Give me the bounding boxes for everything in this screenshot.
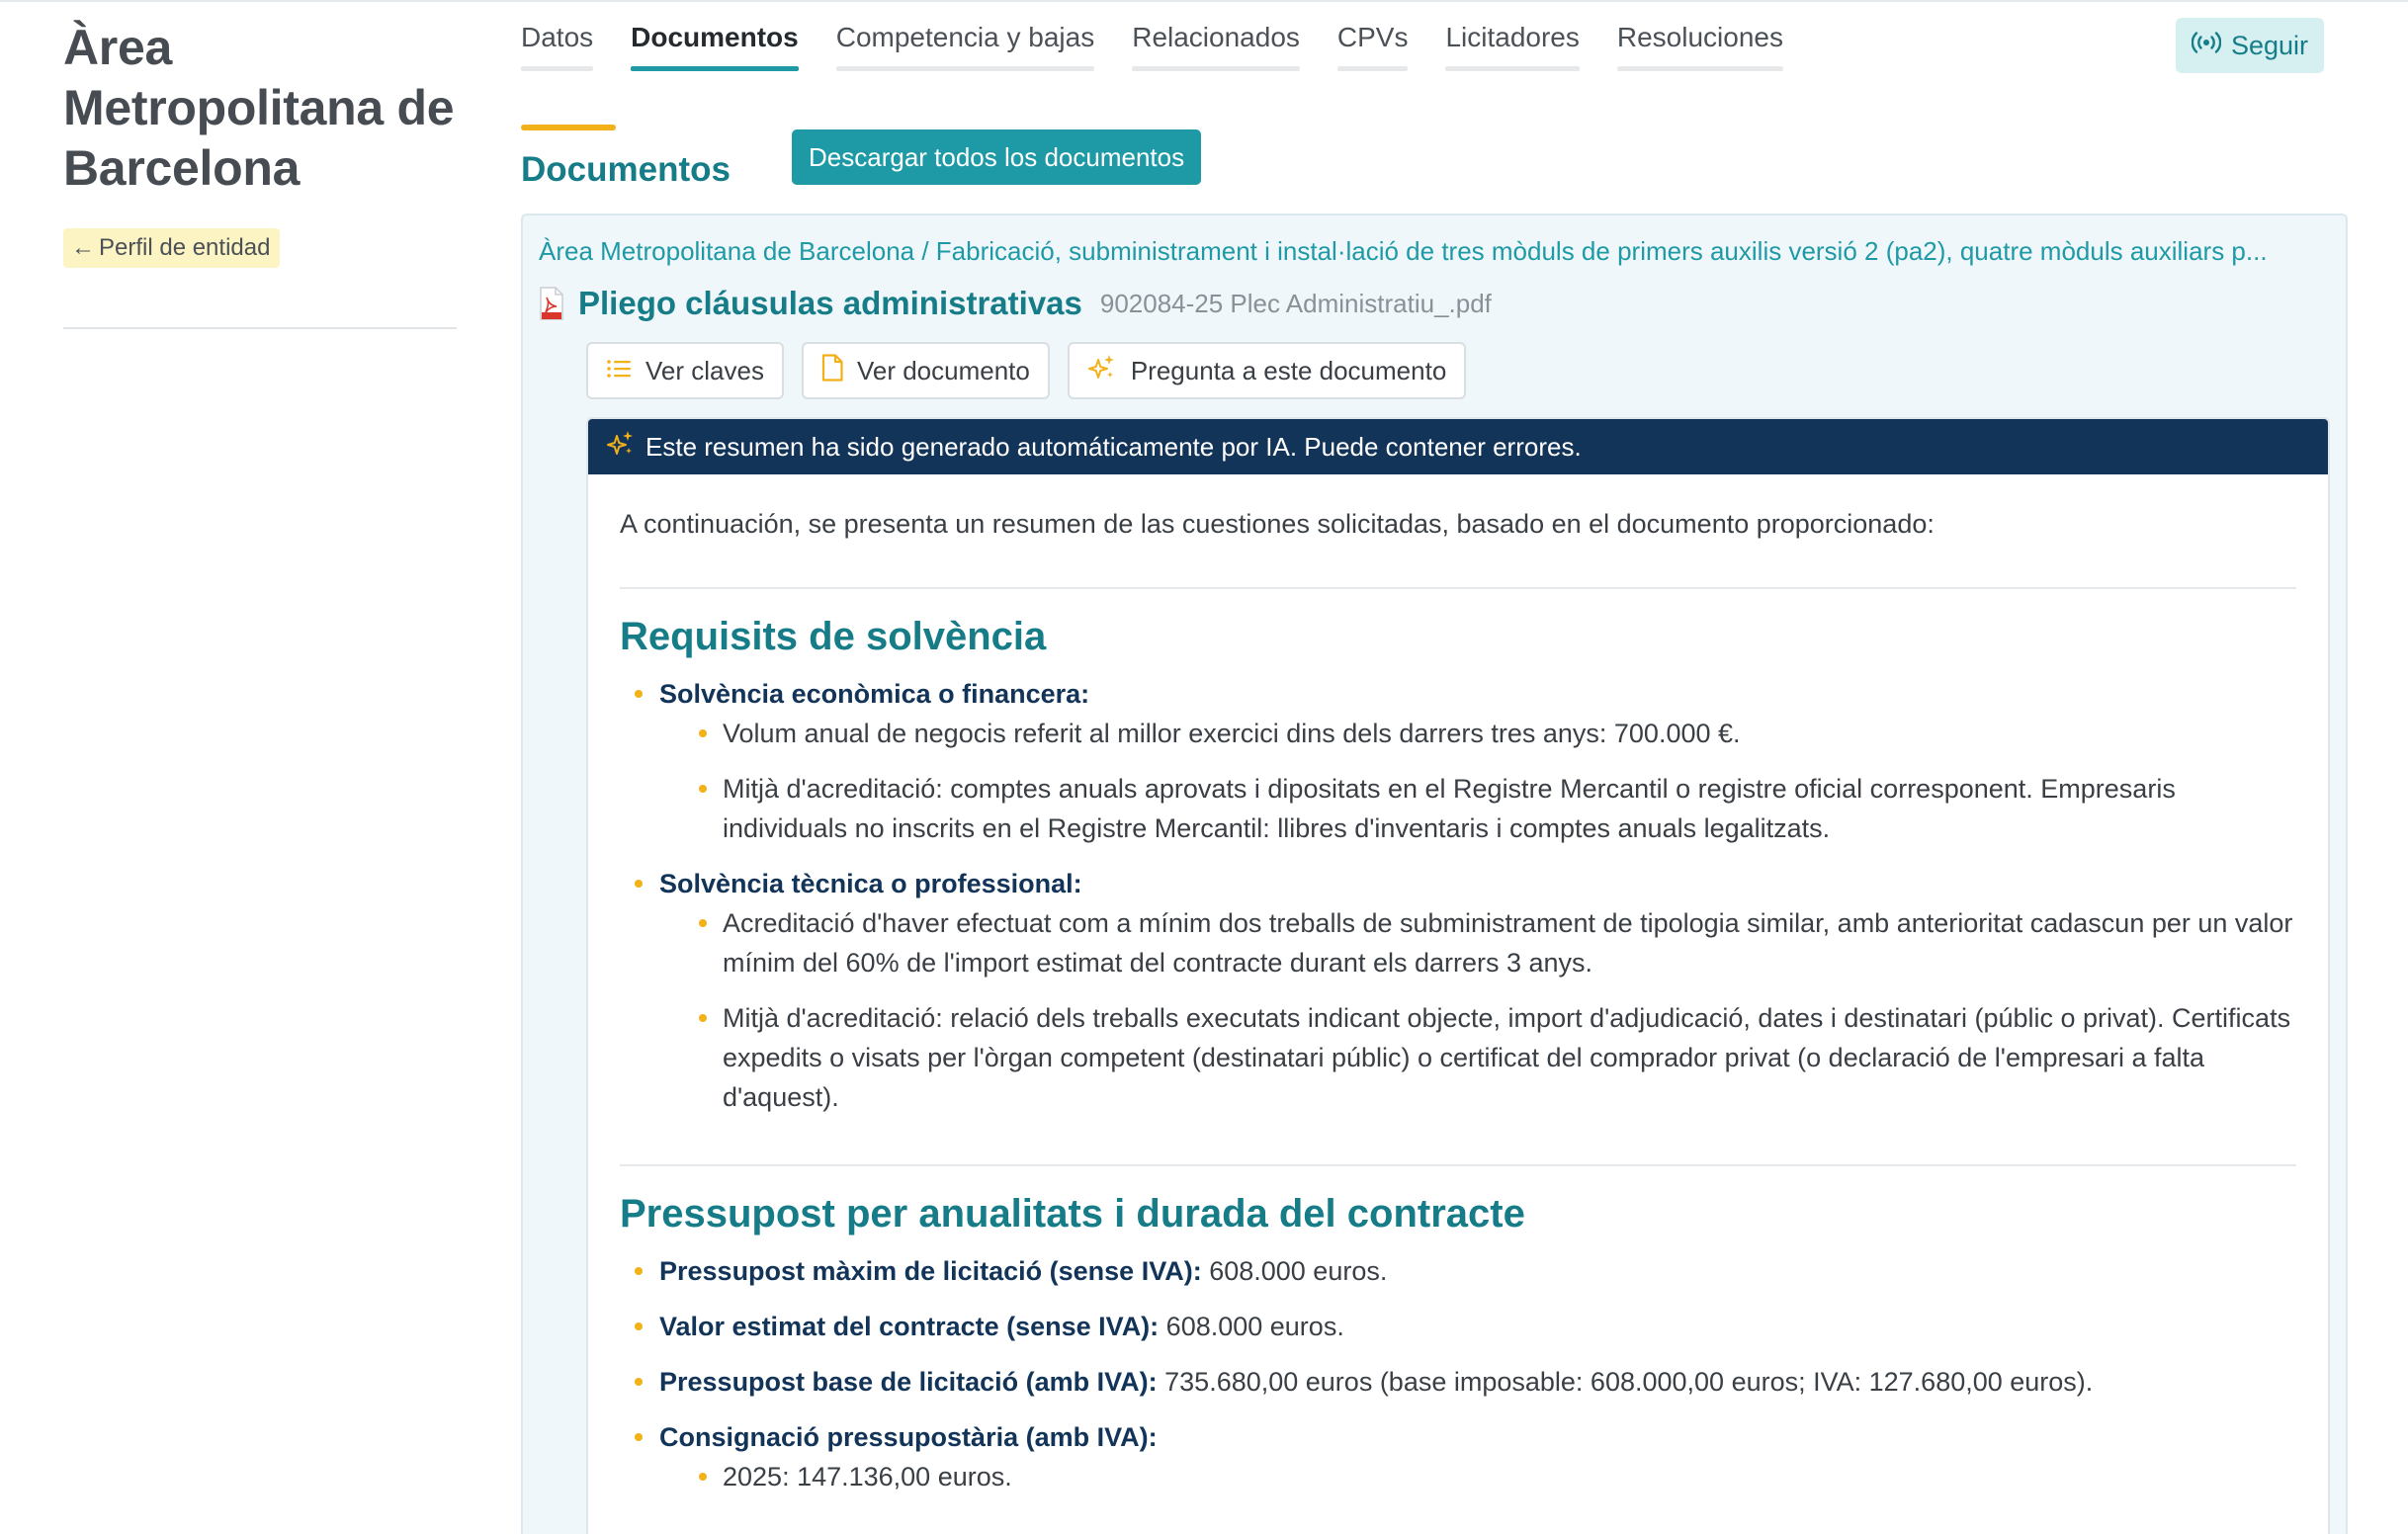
ask-document-button[interactable] <box>1068 342 1466 399</box>
sub-bullet-list <box>659 714 2296 848</box>
follow-button-label: Seguir <box>2230 30 2309 60</box>
bullet-list <box>620 1251 2296 1496</box>
list-item <box>659 674 2296 848</box>
list-icon <box>606 356 632 386</box>
item-value: 608.000 euros. <box>1201 1256 1388 1286</box>
section-heading: Pressupost per anualitats i durada del contracte <box>620 1192 1525 1236</box>
summary-section-solvency <box>620 587 2296 1117</box>
document-actions <box>586 342 1466 399</box>
sparkles-icon <box>606 430 636 465</box>
document-breadcrumb[interactable]: Àrea Metropolitana de Barcelona / Fabricació, subministrament i instal·lació de tres mòduls de primers auxilis versió 2 (pa2), quatre mòduls auxiliars p... <box>539 236 2268 266</box>
list-item <box>659 1307 2296 1346</box>
view-keys-label: Ver claves <box>645 355 764 385</box>
list-item <box>659 1251 2296 1291</box>
document-title-row <box>539 285 1492 322</box>
document-icon <box>821 354 843 388</box>
sub-bullet-list <box>659 903 2296 1117</box>
sub-bullet-list <box>659 1457 2296 1496</box>
sub-list-item: 2025: 147.136,00 euros. <box>723 1457 2296 1496</box>
follow-button[interactable] <box>2176 18 2324 73</box>
sidebar-divider <box>63 327 457 329</box>
item-value: 608.000 euros. <box>1159 1312 1344 1341</box>
list-item <box>659 1417 2296 1496</box>
bullet-list <box>620 674 2296 1117</box>
arrow-left-icon: ← <box>71 234 95 261</box>
sidebar <box>63 18 457 329</box>
ai-disclaimer-text: Este resumen ha sido generado automáticamente por IA. Puede contener errores. <box>645 431 1582 462</box>
ai-disclaimer-banner <box>588 419 2328 474</box>
tab-documentos[interactable]: Documentos <box>631 18 799 71</box>
list-item <box>659 1362 2296 1402</box>
document-file-name: 902084-25 Plec Administratiu_.pdf <box>1099 288 1492 318</box>
view-document-button[interactable] <box>802 342 1050 399</box>
section-title: Documentos <box>521 150 731 189</box>
sub-list-item: Mitjà d'acreditació: relació dels treballs executats indicant objecte, import d'adjudicació, dates i destinatari (públic o privat). Certificats expedits o visats per l'òrgan competent (destinatari públic) o certificat del comprador privat (o declaració de l'empresari a falta d'aquest). <box>723 998 2296 1117</box>
tab-resoluciones[interactable]: Resoluciones <box>1617 18 1783 71</box>
sub-list-item: Acreditació d'haver efectuat com a mínim dos treballs de subministrament de tipologia similar, amb anterioritat cadascun per un valor mínim del 60% de l'import estimat del contracte durant els darrers 3 anys. <box>723 903 2296 982</box>
tab-bar <box>521 18 1821 71</box>
sub-list-item: Mitjà d'acreditació: comptes anuals aprovats i dipositats en el Registre Mercantil o registre oficial corresponent. Empresaris individuals no inscrits en el Registre Mercantil: llibres d'inventaris i comptes anuals legalitzats. <box>723 769 2296 848</box>
sub-list-item: Volum anual de negocis referit al millor exercici dins dels darrers tres anys: 700.000 €. <box>723 714 2296 753</box>
view-keys-button[interactable] <box>586 342 784 399</box>
item-label: Solvència tècnica o professional: <box>659 869 1082 898</box>
summary-section-budget <box>620 1164 2296 1496</box>
list-item <box>659 864 2296 1117</box>
item-value: 735.680,00 euros (base imposable: 608.000,00 euros; IVA: 127.680,00 euros). <box>1157 1367 2094 1397</box>
tab-cpvs[interactable]: CPVs <box>1337 18 1409 71</box>
broadcast-icon <box>2192 31 2221 61</box>
sparkles-icon <box>1087 354 1117 388</box>
item-label: Pressupost base de licitació (amb IVA): <box>659 1367 1158 1397</box>
tab-licitadores[interactable]: Licitadores <box>1445 18 1579 71</box>
document-title[interactable]: Pliego cláusulas administrativas <box>578 285 1082 321</box>
section-divider <box>620 587 2296 589</box>
view-document-label: Ver documento <box>856 355 1030 385</box>
document-card <box>521 213 2348 1534</box>
ai-summary-panel <box>586 417 2330 1534</box>
item-label: Pressupost màxim de licitació (sense IVA): <box>659 1256 1202 1286</box>
tab-datos[interactable]: Datos <box>521 18 593 71</box>
tab-competencia-y-bajas[interactable]: Competencia y bajas <box>836 18 1094 71</box>
item-label: Consignació pressupostària (amb IVA): <box>659 1422 1158 1452</box>
top-border <box>0 0 2408 2</box>
entity-title: Àrea Metropolitana de Barcelona <box>63 20 455 196</box>
ai-summary-body <box>588 474 2328 1496</box>
section-divider <box>620 1164 2296 1166</box>
entity-profile-link[interactable] <box>63 228 280 268</box>
section-accent-bar <box>521 125 616 130</box>
item-label: Solvència econòmica o financera: <box>659 679 1090 709</box>
section-heading: Requisits de solvència <box>620 615 1047 658</box>
ask-document-label: Pregunta a este documento <box>1130 355 1447 385</box>
download-all-button[interactable]: Descargar todos los documentos <box>792 129 1201 185</box>
entity-profile-link-label: Perfil de entidad <box>99 234 271 261</box>
item-label: Valor estimat del contracte (sense IVA): <box>659 1312 1160 1341</box>
pdf-file-icon <box>539 287 564 320</box>
tab-relacionados[interactable]: Relacionados <box>1132 18 1300 71</box>
summary-intro: A continuación, se presenta un resumen de las cuestiones solicitadas, basado en el documento proporcionado: <box>620 509 1935 539</box>
